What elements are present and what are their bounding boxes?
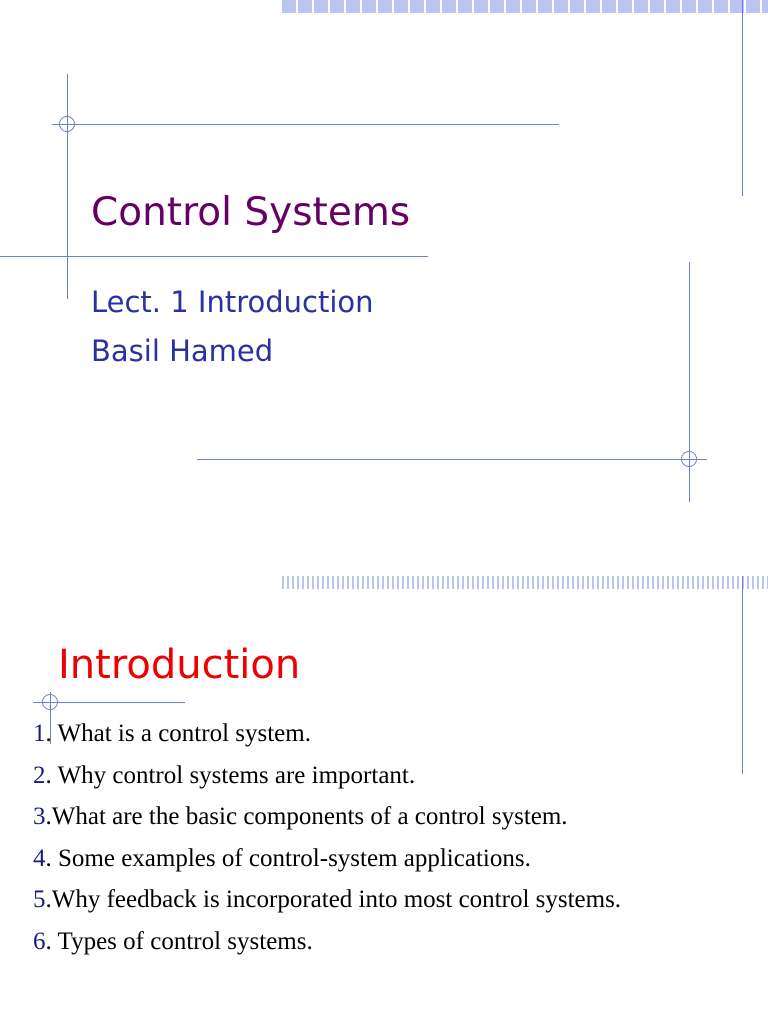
- decorative-horizontal-line: [52, 124, 559, 125]
- list-separator: .: [45, 886, 52, 913]
- list-separator: .: [45, 803, 52, 830]
- crosshair-circle-icon: [681, 451, 697, 467]
- list-text: Why feedback is incorporated into most control systems.: [51, 886, 622, 913]
- list-item: [33, 718, 621, 760]
- decorative-horizontal-line: [197, 459, 707, 460]
- list-text: Some examples of control-system applications.: [51, 844, 531, 872]
- list-separator: .: [45, 720, 52, 747]
- slide-title: Control Systems: [91, 190, 411, 235]
- list-text: Types of control systems.: [51, 927, 313, 955]
- list-separator: .: [45, 844, 52, 872]
- list-number: 1: [33, 720, 46, 747]
- list-number: 4: [33, 844, 46, 872]
- list-number: 2: [33, 761, 46, 789]
- decorative-checker-bar: [282, 576, 768, 589]
- list-number: 3: [33, 803, 46, 830]
- decorative-vertical-line: [67, 74, 68, 299]
- crosshair-circle-icon: [42, 694, 58, 710]
- introduction-slide: [0, 512, 768, 1024]
- list-text: Why control systems are important.: [51, 761, 416, 789]
- crosshair-circle-icon: [59, 116, 75, 132]
- list-item: [33, 843, 621, 885]
- list-item: [33, 801, 621, 843]
- list-item: [33, 926, 621, 968]
- list-number: 5: [33, 886, 46, 913]
- list-separator: .: [45, 761, 52, 789]
- list-separator: .: [45, 927, 52, 955]
- decorative-vertical-line: [742, 576, 743, 774]
- list-text: What is a control system.: [51, 720, 311, 747]
- list-item: [33, 884, 621, 926]
- decorative-checker-bar: [282, 0, 768, 13]
- list-text: What are the basic components of a control system.: [51, 803, 568, 830]
- section-heading: Introduction: [58, 642, 301, 688]
- list-number: 6: [33, 927, 46, 955]
- decorative-vertical-line: [742, 0, 743, 196]
- list-item: [33, 760, 621, 802]
- decorative-horizontal-line: [0, 256, 428, 257]
- topic-list: [33, 718, 621, 967]
- slide-subtitle-author: Basil Hamed: [91, 334, 274, 368]
- slide-subtitle-lecture: Lect. 1 Introduction: [91, 285, 374, 319]
